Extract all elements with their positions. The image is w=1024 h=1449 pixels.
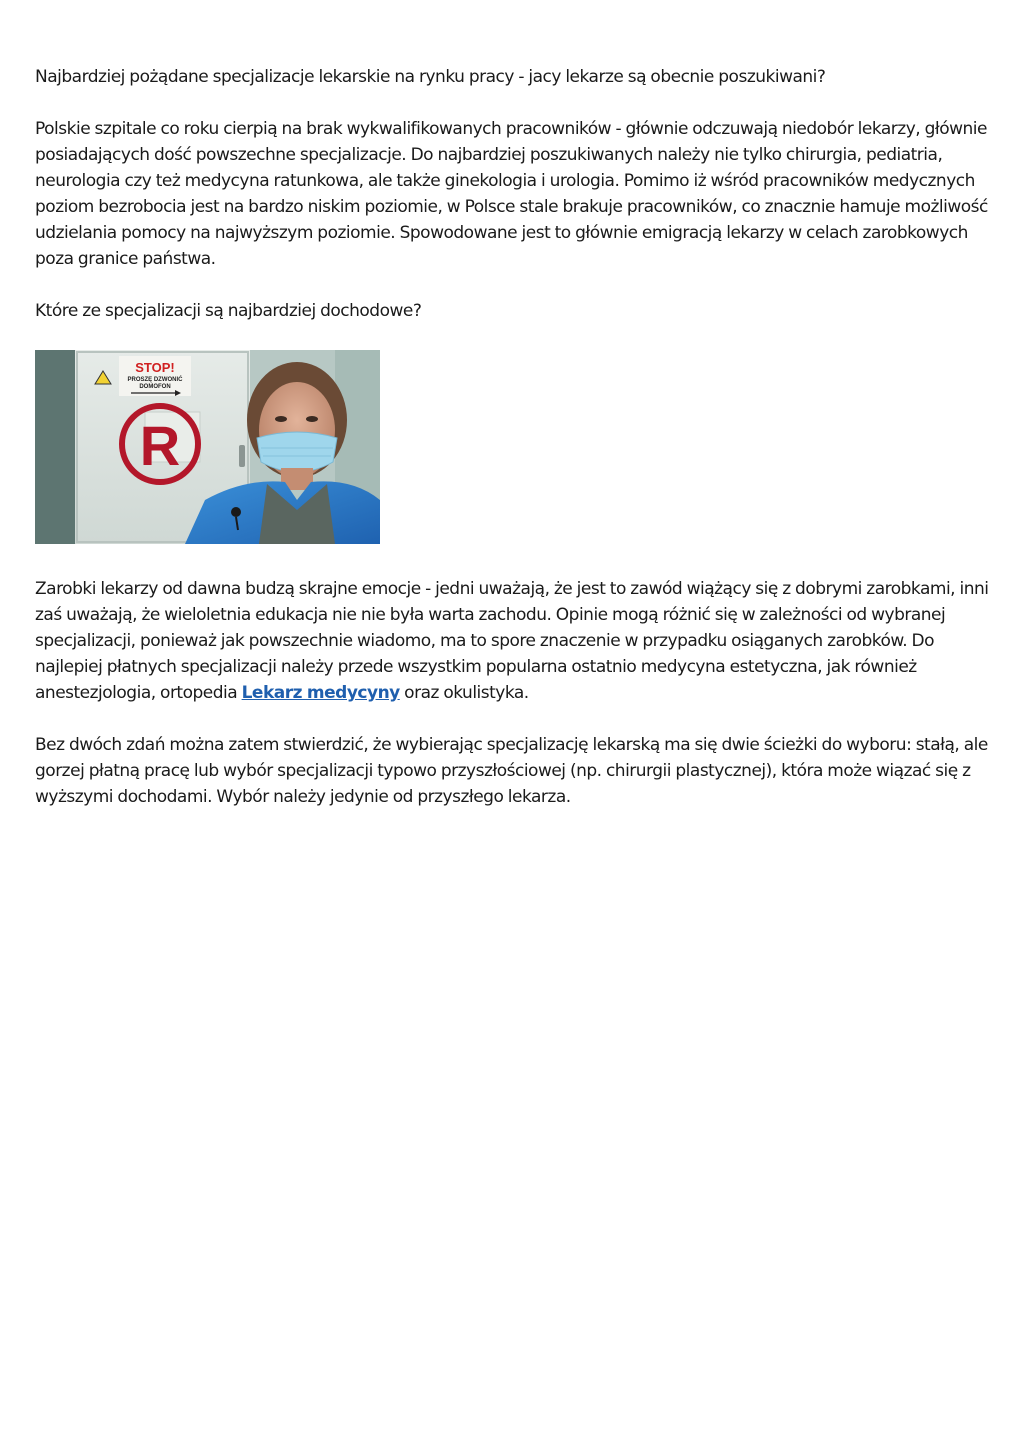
stop-text: STOP! [135, 360, 175, 375]
stop-line-2: DOMOFON [139, 384, 171, 390]
paragraph-shortage: Polskie szpitale co roku cierpią na brak wykwalifikowanych pracowników - głównie odczuwają niedobór lekarzy, głównie posiadających dość powszechne specjalizacje. Do najbardziej poszukiwanych należy nie tylko chirurgia, pediatria, neurologia czy też medycyna ratunkowa, ale także ginekologia i urologia. Pomimo iż wśród pracowników medycznych poziom bezrobocia jest na bardzo niskim poziomie, w Polsce stale brakuje pracowników, co znacznie hamuje możliwość udzielania pomocy na najwyższym poziomie. Spowodowane jest to głównie emigracją lekarzy w celach zarobkowych poza granice państwa. [35, 119, 988, 269]
section-question: Które ze specjalizacji są najbardziej dochodowe? [35, 301, 422, 321]
paragraph-salaries [35, 576, 990, 706]
paragraph-salaries-text: Zarobki lekarzy od dawna budzą skrajne emocje - jedni uważają, że jest to zawód wiążący się z dobrymi zarobkami, inni zaś uważają, że wieloletnia edukacja nie nie była warta zachodu. Opinie mogą różnić się w zależności od wybranej specjalizacji, ponieważ jak powszechnie wiadomo, ma to spore znaczenie w przypadku osiąganych zarobków. Do najlepiej płatnych specjalizacji należy przede wszystkim popularna ostatnio medycyna estetyczna, jak również anestezjologia, ortopedia [35, 579, 989, 703]
document-page [35, 64, 990, 810]
stop-line-1: PROSZĘ DZWONIĆ [127, 377, 183, 383]
doctor-photo [35, 350, 380, 544]
paragraph-salaries-end: oraz okulistyka. [399, 683, 529, 703]
door-letter: R [139, 414, 181, 477]
paragraph-conclusion: Bez dwóch zdań można zatem stwierdzić, że wybierając specjalizację lekarską ma się dwie ścieżki do wyboru: stałą, ale gorzej płatną pracę lub wybór specjalizacji typowo przyszłościowej (np. chirurgii plastycznej), która może wiązać się z wyższymi dochodami. Wybór należy jedynie od przyszłego lekarza. [35, 735, 988, 807]
intro-heading-line: Najbardziej pożądane specjalizacje lekarskie na rynku pracy - jacy lekarze są obecnie poszukiwani? [35, 67, 826, 87]
lekarz-medycyny-link[interactable]: Lekarz medycyny [241, 683, 400, 703]
face-mask [257, 432, 337, 472]
